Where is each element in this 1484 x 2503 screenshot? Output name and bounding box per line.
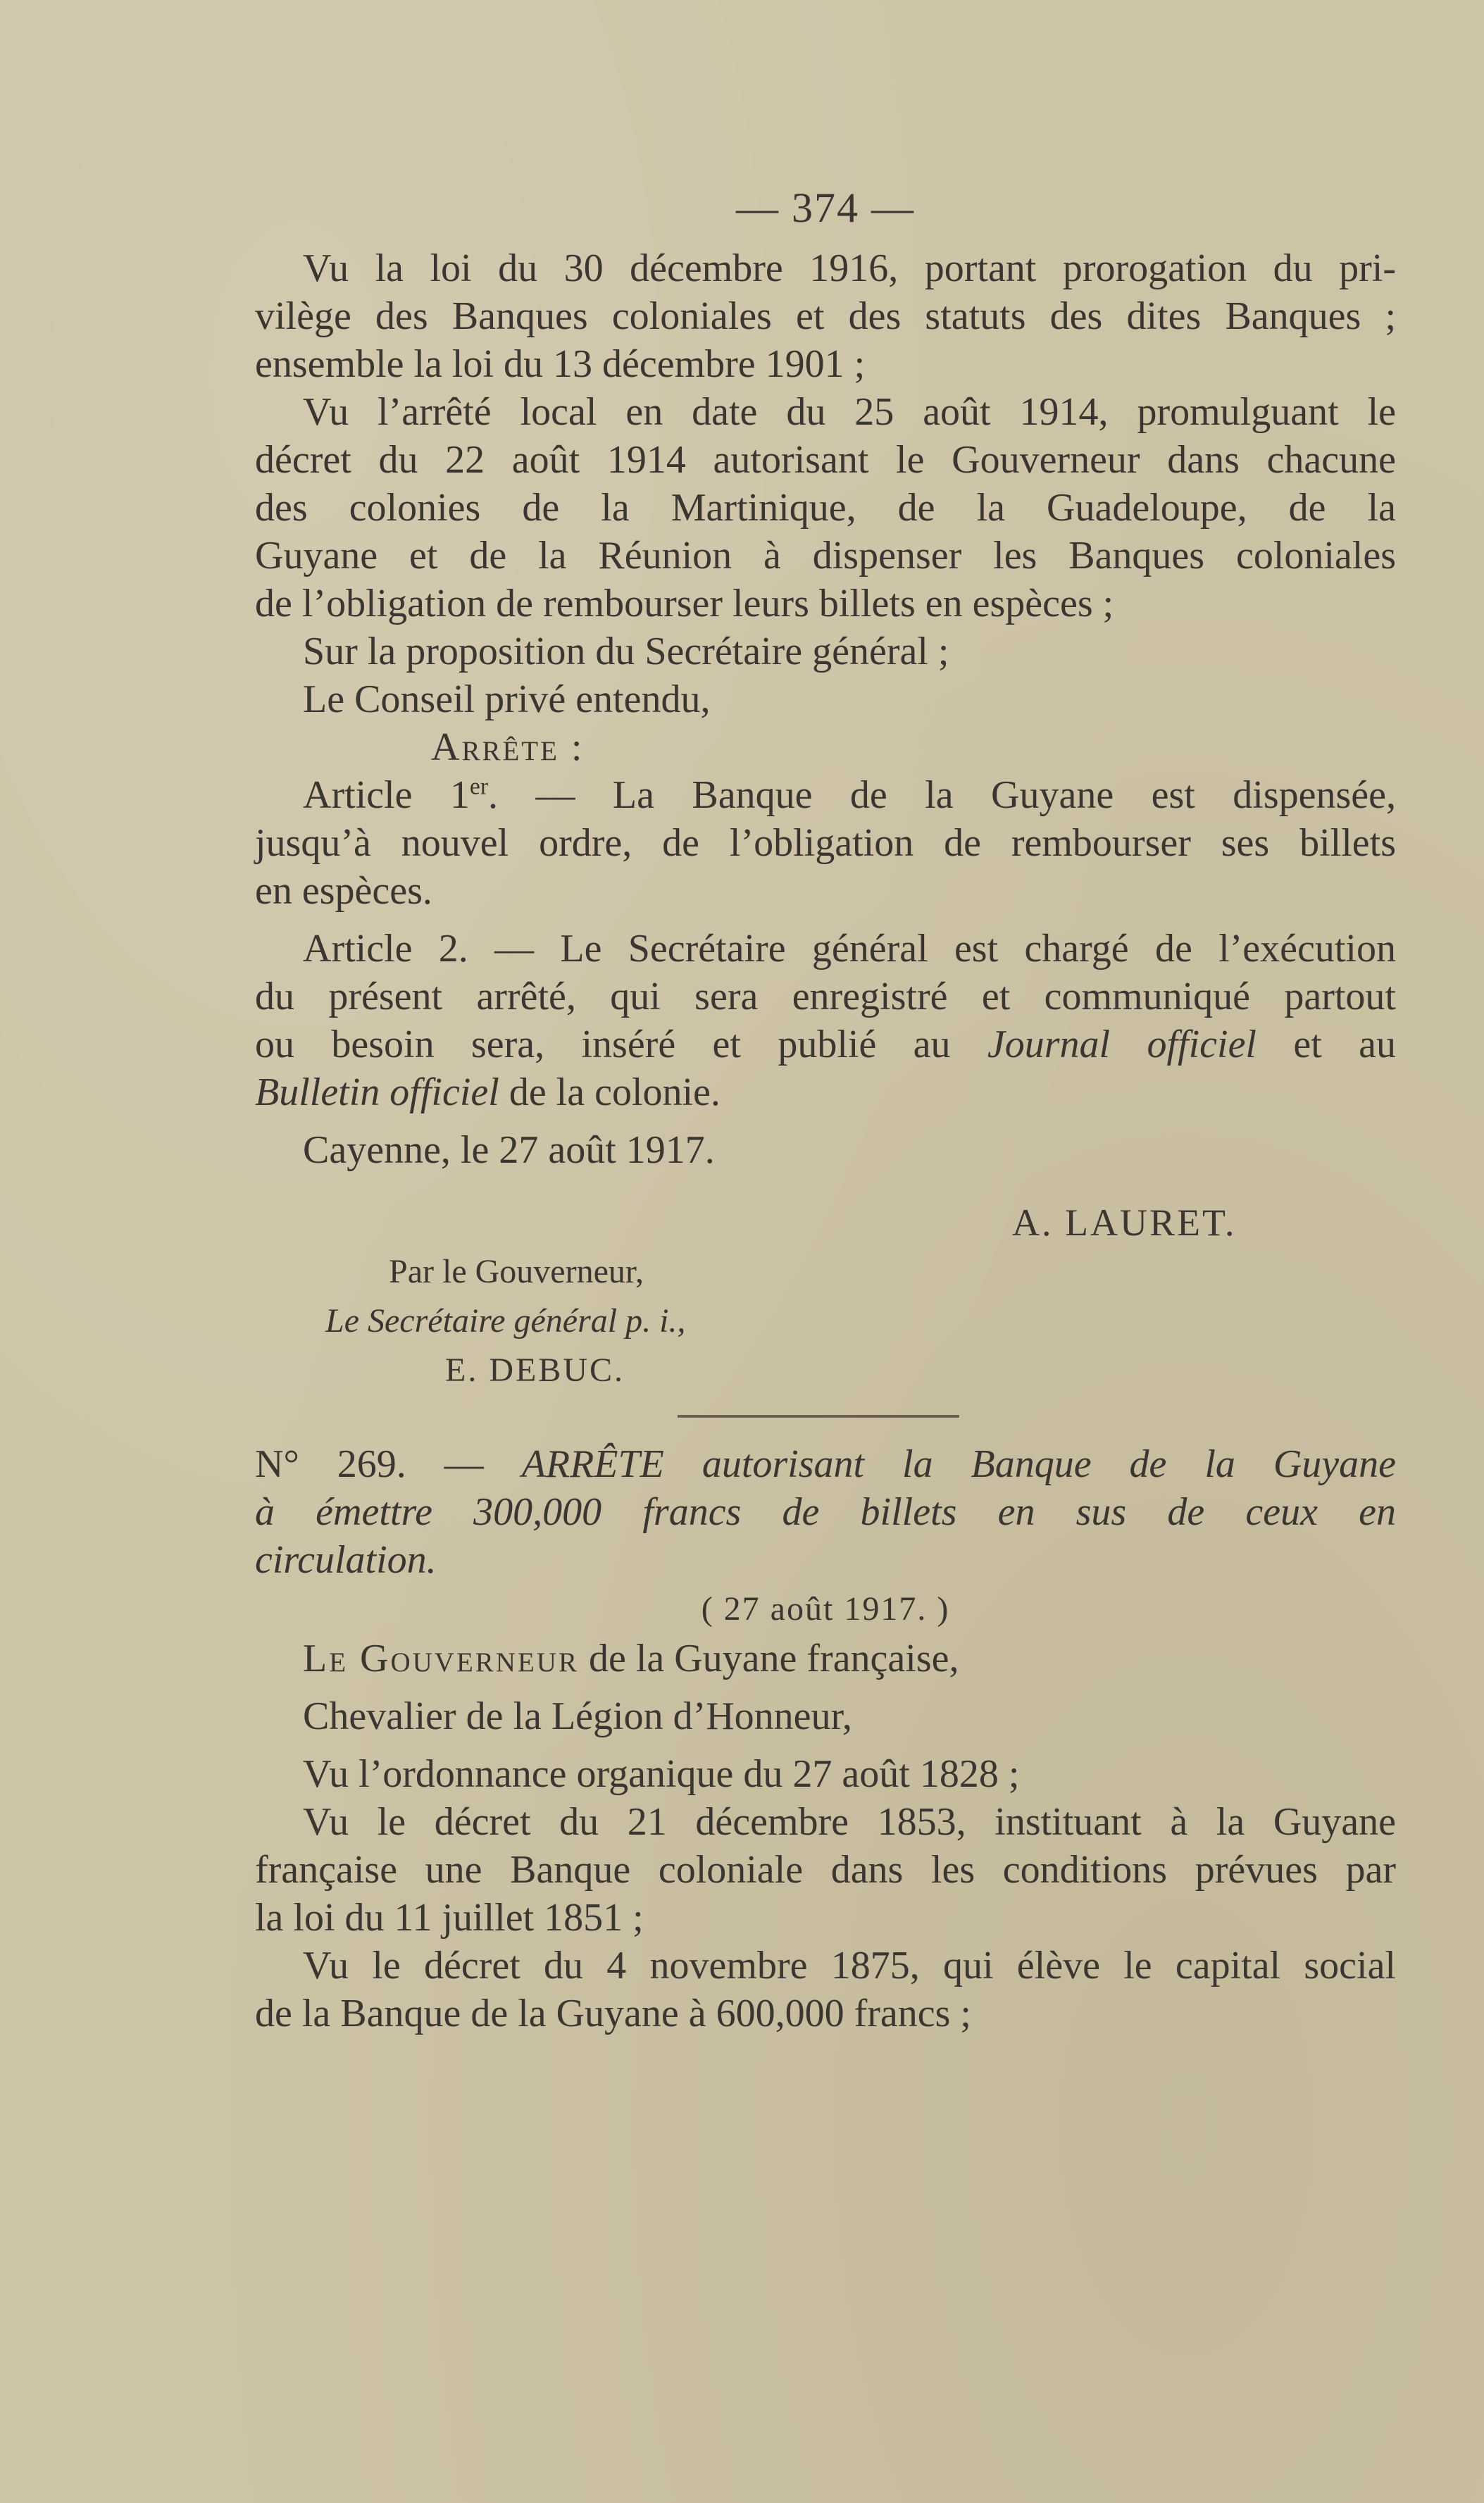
text-line: vilège des Banques coloniales et des statuts des dites Banques ; (255, 294, 1396, 338)
text-segment: et au (1257, 1023, 1397, 1066)
countersign-line: Par le Gouverneur, (389, 1253, 644, 1290)
governor-title: Le Gouverneur (303, 1637, 579, 1680)
countersign-signature: E. DEBUC. (445, 1352, 625, 1389)
text-segment: ou besoin sera, inséré et publié au (255, 1023, 987, 1066)
article-text: . — La Banque de la Guyane est dispensée, (488, 773, 1396, 817)
text-line: circulation. (255, 1538, 437, 1582)
decree-title: ARRÊTE autorisant la Banque de la Guyane (521, 1442, 1396, 1486)
decree-heading (255, 1440, 1396, 1584)
text-line: française une Banque coloniale dans les conditions prévues par (255, 1848, 1396, 1892)
article-label: Article 1 (303, 773, 470, 817)
consideration-block-4 (255, 1942, 1396, 2037)
governor-line (255, 1635, 1396, 1683)
text-segment: de la Guyane française, (578, 1637, 959, 1680)
decree-date: ( 27 août 1917. ) (701, 1590, 950, 1628)
text-line (255, 1440, 1396, 1488)
text-line: Vu l’ordonnance organique du 27 août 1828 ; (303, 1752, 1020, 1796)
decree-number: N° 269. — (255, 1442, 522, 1486)
text-line: ensemble la loi du 13 décembre 1901 ; (255, 342, 866, 386)
text-line: de la Banque de la Guyane à 600,000 francs ; (255, 1992, 971, 2035)
text-line (255, 1020, 1396, 1068)
countersign-line: Le Secrétaire général p. i., (325, 1302, 686, 1340)
text-line: des colonies de la Martinique, de la Guadeloupe, de la (255, 486, 1396, 530)
text-line: en espèces. (255, 869, 432, 913)
text-line (255, 1068, 1396, 1116)
text-line: décret du 22 août 1914 autorisant le Gouverneur dans chacune (255, 438, 1396, 482)
text-line: Le Conseil privé entendu, (303, 678, 711, 721)
governor-signature: A. LAURET. (1012, 1201, 1237, 1244)
chevalier-line: Chevalier de la Légion d’Honneur, (303, 1694, 852, 1738)
text-line: Vu l’arrêté local en date du 25 août 1914, promulguant le (303, 390, 1396, 434)
text-line (255, 771, 1396, 819)
article-2 (255, 925, 1396, 1116)
text-line: Vu le décret du 4 novembre 1875, qui élève le capital social (303, 1944, 1396, 1987)
text-line: du présent arrêté, qui sera enregistré et communiqué partout (255, 975, 1396, 1018)
article-superscript: er (469, 773, 489, 800)
text-segment: de la colonie. (499, 1071, 721, 1114)
consideration-block-1 (255, 244, 1396, 388)
consideration-block-3 (255, 1798, 1396, 1942)
text-line: Article 2. — Le Secrétaire général est chargé de l’exécution (303, 927, 1396, 970)
consideration-block-2 (255, 388, 1396, 628)
text-line: de l’obligation de rembourser leurs billets en espèces ; (255, 582, 1114, 625)
text-line: à émettre 300,000 francs de billets en sus de ceux en (255, 1490, 1396, 1534)
place-date: Cayenne, le 27 août 1917. (303, 1128, 715, 1172)
text-line: Vu le décret du 21 décembre 1853, instituant à la Guyane (303, 1800, 1396, 1844)
article-1 (255, 771, 1396, 915)
document-page (255, 180, 1396, 2037)
text-line: Sur la proposition du Secrétaire général ; (303, 630, 949, 673)
text-line: Vu la loi du 30 décembre 1916, portant prorogation du pri- (303, 246, 1396, 290)
text-line: jusqu’à nouvel ordre, de l’obligation de rembourser ses billets (255, 821, 1396, 865)
arrete-label: Arrête : (431, 725, 585, 769)
text-line: la loi du 11 juillet 1851 ; (255, 1896, 644, 1940)
bulletin-officiel-title: Bulletin officiel (255, 1071, 499, 1114)
text-line: Guyane et de la Réunion à dispenser les Banques coloniales (255, 534, 1396, 578)
page-number: — 374 — (736, 185, 915, 231)
section-divider (678, 1415, 959, 1418)
journal-officiel-title: Journal officiel (987, 1023, 1257, 1066)
